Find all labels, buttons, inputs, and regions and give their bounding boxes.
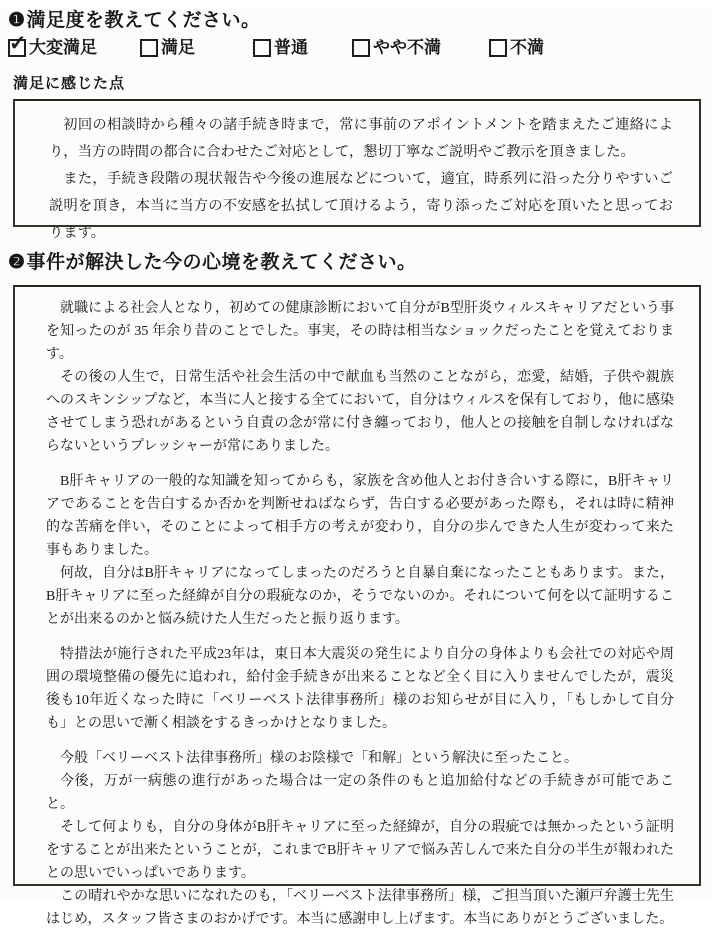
answer-paragraph: 初回の相談時から種々の諸手続き時まで，常に事前のアポイントメントを踏まえたご連絡により，当方の時間の都合に合わせたご対応として，懇切丁寧なご説明やご教示を頂きました。 — [49, 117, 673, 160]
question1-title: 満足度を教えてください。 — [26, 10, 261, 31]
satisfaction-options — [8, 38, 712, 58]
question2-title: 事件が解決した今の心境を教えてください。 — [26, 252, 417, 273]
satisfaction-option[interactable] — [8, 38, 140, 58]
answer-paragraph: 今般「ベリーベスト法律事務所」様のお陰様で「和解」という解決に至ったこと。 — [60, 751, 578, 766]
answer-paragraph: その後の人生で，日常生活や社会生活の中で献血も当然のことながら，恋愛，結婚，子供や親族へのスキンシップなど，本当に人と接する全てにおいて，自分はウィルスを保有しており，他に感染させてしまう恐れがあるという自責の念が常に付き纏っており，他人との接触を自制しなければならないというプレッシャーが常にありました。 — [46, 370, 674, 454]
satisfaction-option[interactable] — [352, 38, 489, 58]
answer-paragraph: B肝キャリアの一般的な知識を知ってからも，家族を含め他人とお付き合いする際に，B肝キャリアであることを告白するか否かを判断せねばならず，告白する必要があった際も，それは時に精神的な苦痛を伴い，そのことによって相手方の考えが変わり，自分の歩んできた人生が変わって来た事もありました。 — [46, 474, 674, 558]
feelings-answer-box — [13, 285, 701, 927]
checkbox-icon[interactable] — [8, 39, 26, 57]
satisfaction-option-label: 大変満足 — [29, 38, 97, 57]
checkbox-icon[interactable] — [253, 39, 271, 57]
satisfaction-option-label: 不満 — [510, 38, 544, 57]
satisfaction-points-label: 満足に感じた点 — [13, 76, 126, 92]
satisfaction-answer-box — [13, 99, 701, 241]
checkbox-icon[interactable] — [140, 39, 158, 57]
satisfaction-option-label: やや不満 — [373, 38, 441, 57]
satisfaction-option-label: 満足 — [161, 38, 195, 57]
question1-header — [8, 9, 712, 33]
satisfaction-option[interactable] — [253, 38, 352, 58]
answer-paragraph: 特措法が施行された平成23年は，東日本大震災の発生により自分の身体よりも会社での対応や周囲の環境整備の優先に追われ，給付金手続きが出来ることなど全く目に入りませんでしたが，震災後も10年近くなった時に「ベリーベスト法律事務所」様のお知らせが目に入り，「もしかして自分も」との思いで漸く相談をするきっかけとなりました。 — [46, 647, 674, 731]
question1-number-icon: ❶ — [8, 10, 26, 31]
answer-paragraph: 今後，万が一病態の進行があった場合は一定の条件のもと追加給付などの手続きが可能であこと。 — [46, 774, 674, 812]
answer-paragraph: そして何よりも，自分の身体がB肝キャリアに至った経緯が，自分の瑕疵では無かったという証明をすることが出来たということが，これまでB肝キャリアで悩み苦しんで来た自分の半生が報われたとの思いでいっぱいであります。 — [46, 820, 674, 881]
satisfaction-option-label: 普通 — [274, 38, 308, 57]
checkbox-icon[interactable] — [489, 39, 507, 57]
survey-response-page — [0, 9, 712, 927]
answer-paragraph: この晴れやかな思いになれたのも，「ベリーベスト法律事務所」様，ご担当頂いた瀬戸弁護士先生はじめ，スタッフ皆さまのおかげです。本当に感謝申し上げます。本当にありがとうございました。 — [46, 889, 674, 927]
checkbox-icon[interactable] — [352, 39, 370, 57]
answer-paragraph: また，手続き段階の現状報告や今後の進展などについて，適宜，時系列に沿った分りやすいご説明を頂き，本当に当方の不安感を払拭して頂けるよう，寄り添ったご対応を頂いたと思っております。 — [49, 171, 673, 241]
satisfaction-option[interactable] — [489, 38, 544, 58]
question2-number-icon: ❷ — [8, 252, 26, 273]
answer-paragraph: 就職による社会人となり，初めての健康診断において自分がB型肝炎ウィルスキャリアだという事を知ったのが 35 年余り昔のことでした。事実，その時は相当なショックだったことを覚えております。 — [46, 301, 674, 362]
question2-header — [8, 251, 712, 275]
answer-paragraph: 何故，自分はB肝キャリアになってしまったのだろうと自暴自棄になったこともあります。また，B肝キャリアに至った経緯が自分の瑕疵なのか，そうでないのか。それについて何を以て証明することが出来るのかと悩み続けた人生だったと振り返ります。 — [46, 566, 674, 627]
satisfaction-option[interactable] — [140, 38, 253, 58]
